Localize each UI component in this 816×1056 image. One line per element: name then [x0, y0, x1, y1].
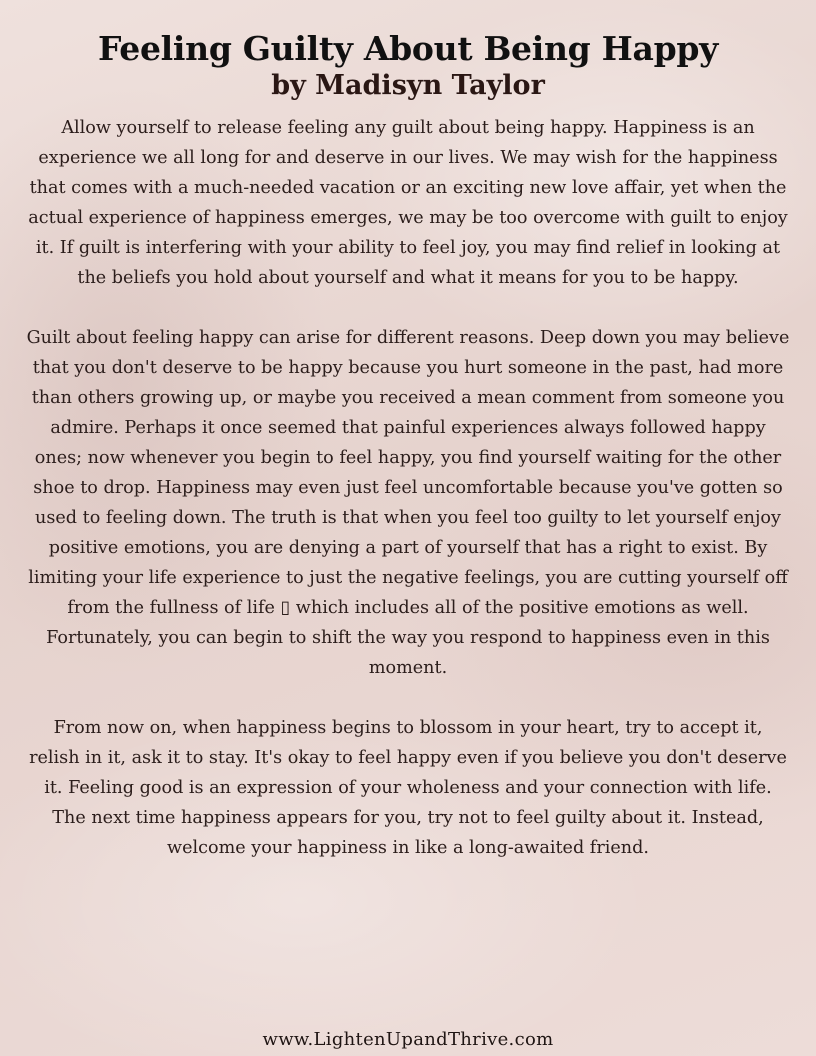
page-title: Feeling Guilty About Being Happy [97, 29, 719, 68]
article-body [26, 113, 790, 893]
paragraph-1: Allow yourself to release feeling any guilt about being happy. Happiness is an experience we all long for and deserve in our lives. We may wish for the happiness that comes with a much-needed vacation or an exciting new love affair, yet when the actual experience of happiness emerges, we may be too overcome with guilt to enjoy it. If guilt is interfering with your ability to feel joy, you may find relief in looking at the beliefs you hold about yourself and what it means for you to be happy. [28, 118, 788, 288]
author-byline: by Madisyn Taylor [271, 70, 545, 101]
footer-website-url: www.LightenUpandThrive.com [262, 1029, 554, 1050]
paragraph-2: Guilt about feeling happy can arise for different reasons. Deep down you may believe that you don't deserve to be happy because you hurt someone in the past, had more than others growing up, or maybe you received a mean comment from someone you admire. Perhaps it once seemed that painful experiences always followed happy ones; now whenever you begin to feel happy, you find yourself waiting for the other shoe to drop. Happiness may even just feel uncomfortable because you've gotten so used to feeling down. The truth is that when you feel too guilty to let yourself enjoy positive emotions, you are denying a part of yourself that has a right to exist. By limiting your life experience to just the negative feelings, you are cutting yourself off from the fullness of life ▯ which includes all of the positive emotions as well. Fortunately, you can begin to shift the way you respond to happiness even in this moment. [26, 328, 790, 678]
paragraph-3: From now on, when happiness begins to blossom in your heart, try to accept it, relish in it, ask it to stay. It's okay to feel happy even if you believe you don't deserve it. Feeling good is an expression of your wholeness and your connection with life. The next time happiness appears for you, try not to feel guilty about it. Instead, welcome your happiness in like a long-awaited friend. [29, 718, 787, 858]
